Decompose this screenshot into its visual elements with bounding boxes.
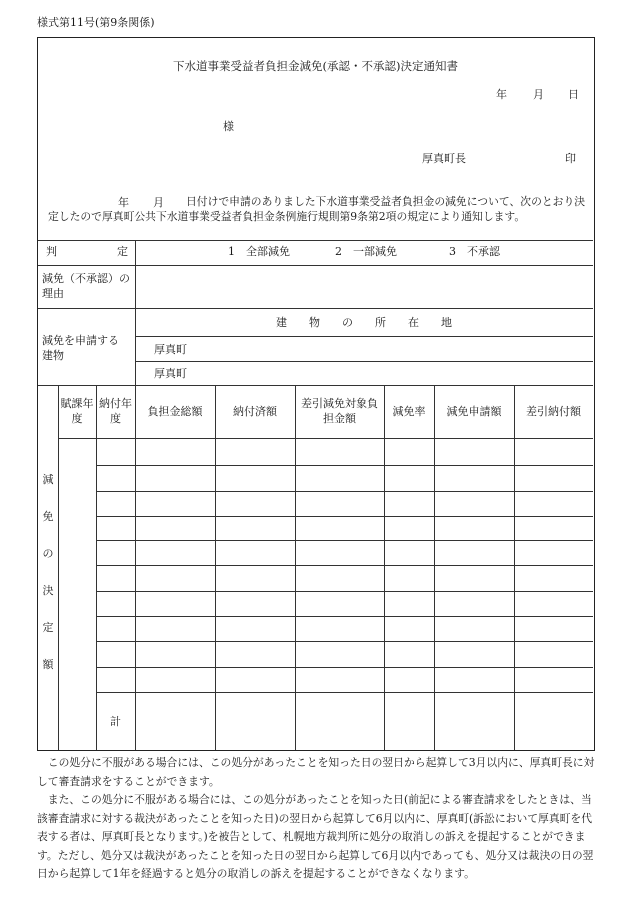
issuer-name: 厚真町長 — [422, 152, 466, 165]
header-requested-reduction: 減免申請額 — [446, 405, 502, 418]
judgment-label — [46, 244, 128, 259]
side-label-char-4: 決 — [42, 584, 54, 597]
building-location-1: 厚真町 — [154, 343, 187, 356]
building-label: 減免を申請する建物 — [42, 334, 119, 362]
body-text-month: 月 — [153, 196, 164, 209]
side-label-char-2: 免 — [42, 510, 54, 523]
date-year: 年 — [496, 88, 507, 101]
body-text: 日付けで申請のありました下水道事業受益者負担金の減免について、次のとおり決定したので厚真町公共下水道事業受益者負担金条例施行規則第9条第2項の規定により通知します。 — [48, 195, 586, 223]
judgment-option-reject: 3 不承認 — [449, 245, 500, 258]
location-header: 建 物 の 所 在 地 — [276, 316, 452, 329]
header-total-charge: 負担金総額 — [147, 405, 203, 418]
document-title: 下水道事業受益者負担金減免(承認・不承認)決定通知書 — [173, 59, 458, 73]
side-label-char-5: 定 — [42, 621, 54, 634]
side-label-char-6: 額 — [42, 658, 54, 671]
header-net-payment: 差引納付額 — [526, 405, 581, 418]
judgment-option-full: 1 全部減免 — [228, 245, 290, 258]
header-reduction-target: 差引減免対象負担金額 — [301, 397, 378, 425]
appeal-notes — [37, 754, 597, 884]
total-label: 計 — [110, 715, 121, 728]
reason-label: 減免（不承認）の理由 — [42, 272, 130, 300]
header-reduction-rate: 減免率 — [392, 405, 426, 418]
form-number: 様式第11号(第9条関係) — [37, 16, 155, 29]
seal-mark: 印 — [565, 152, 576, 165]
side-label-char-1: 減 — [42, 473, 54, 486]
header-assessment-year: 賦課年度 — [60, 397, 94, 425]
side-label-char-3: の — [42, 547, 54, 560]
judgment-label-left: 判 — [46, 245, 57, 258]
note-review-request: この処分に不服がある場合には、この処分があったことを知った日の翌日から起算して3月以内に、厚真町長に対して審査請求をすることができます。 — [37, 756, 595, 788]
judgment-option-partial: 2 一部減免 — [335, 245, 397, 258]
date-month: 月 — [533, 88, 544, 101]
notice-form — [37, 37, 595, 751]
header-payment-year: 納付年度 — [99, 397, 132, 425]
header-paid-amount: 納付済額 — [233, 405, 277, 418]
note-lawsuit: また、この処分に不服がある場合には、この処分があったことを知った日(前記による審査請求をしたときは、当該審査請求に対する裁決があったことを知った日)の翌日から起算して6月以内に、厚真町(訴訟において厚真町を代表する者は、厚真町長となります。)を被告として、札幌地方裁判所に処分の取消しの訴えを提起することができます。ただし、処分又は裁決があったことを知った日の翌日から起算して6月以内であっても、処分又は裁決の日の翌日から起算して1年を経過すると処分の取消しの訴えを提起することができなくなります。 — [37, 793, 594, 880]
date-day: 日 — [568, 88, 579, 101]
building-location-2: 厚真町 — [154, 367, 187, 380]
body-text-year: 年 — [118, 196, 129, 209]
judgment-label-right: 定 — [117, 245, 128, 258]
addressee-suffix: 様 — [223, 120, 234, 133]
